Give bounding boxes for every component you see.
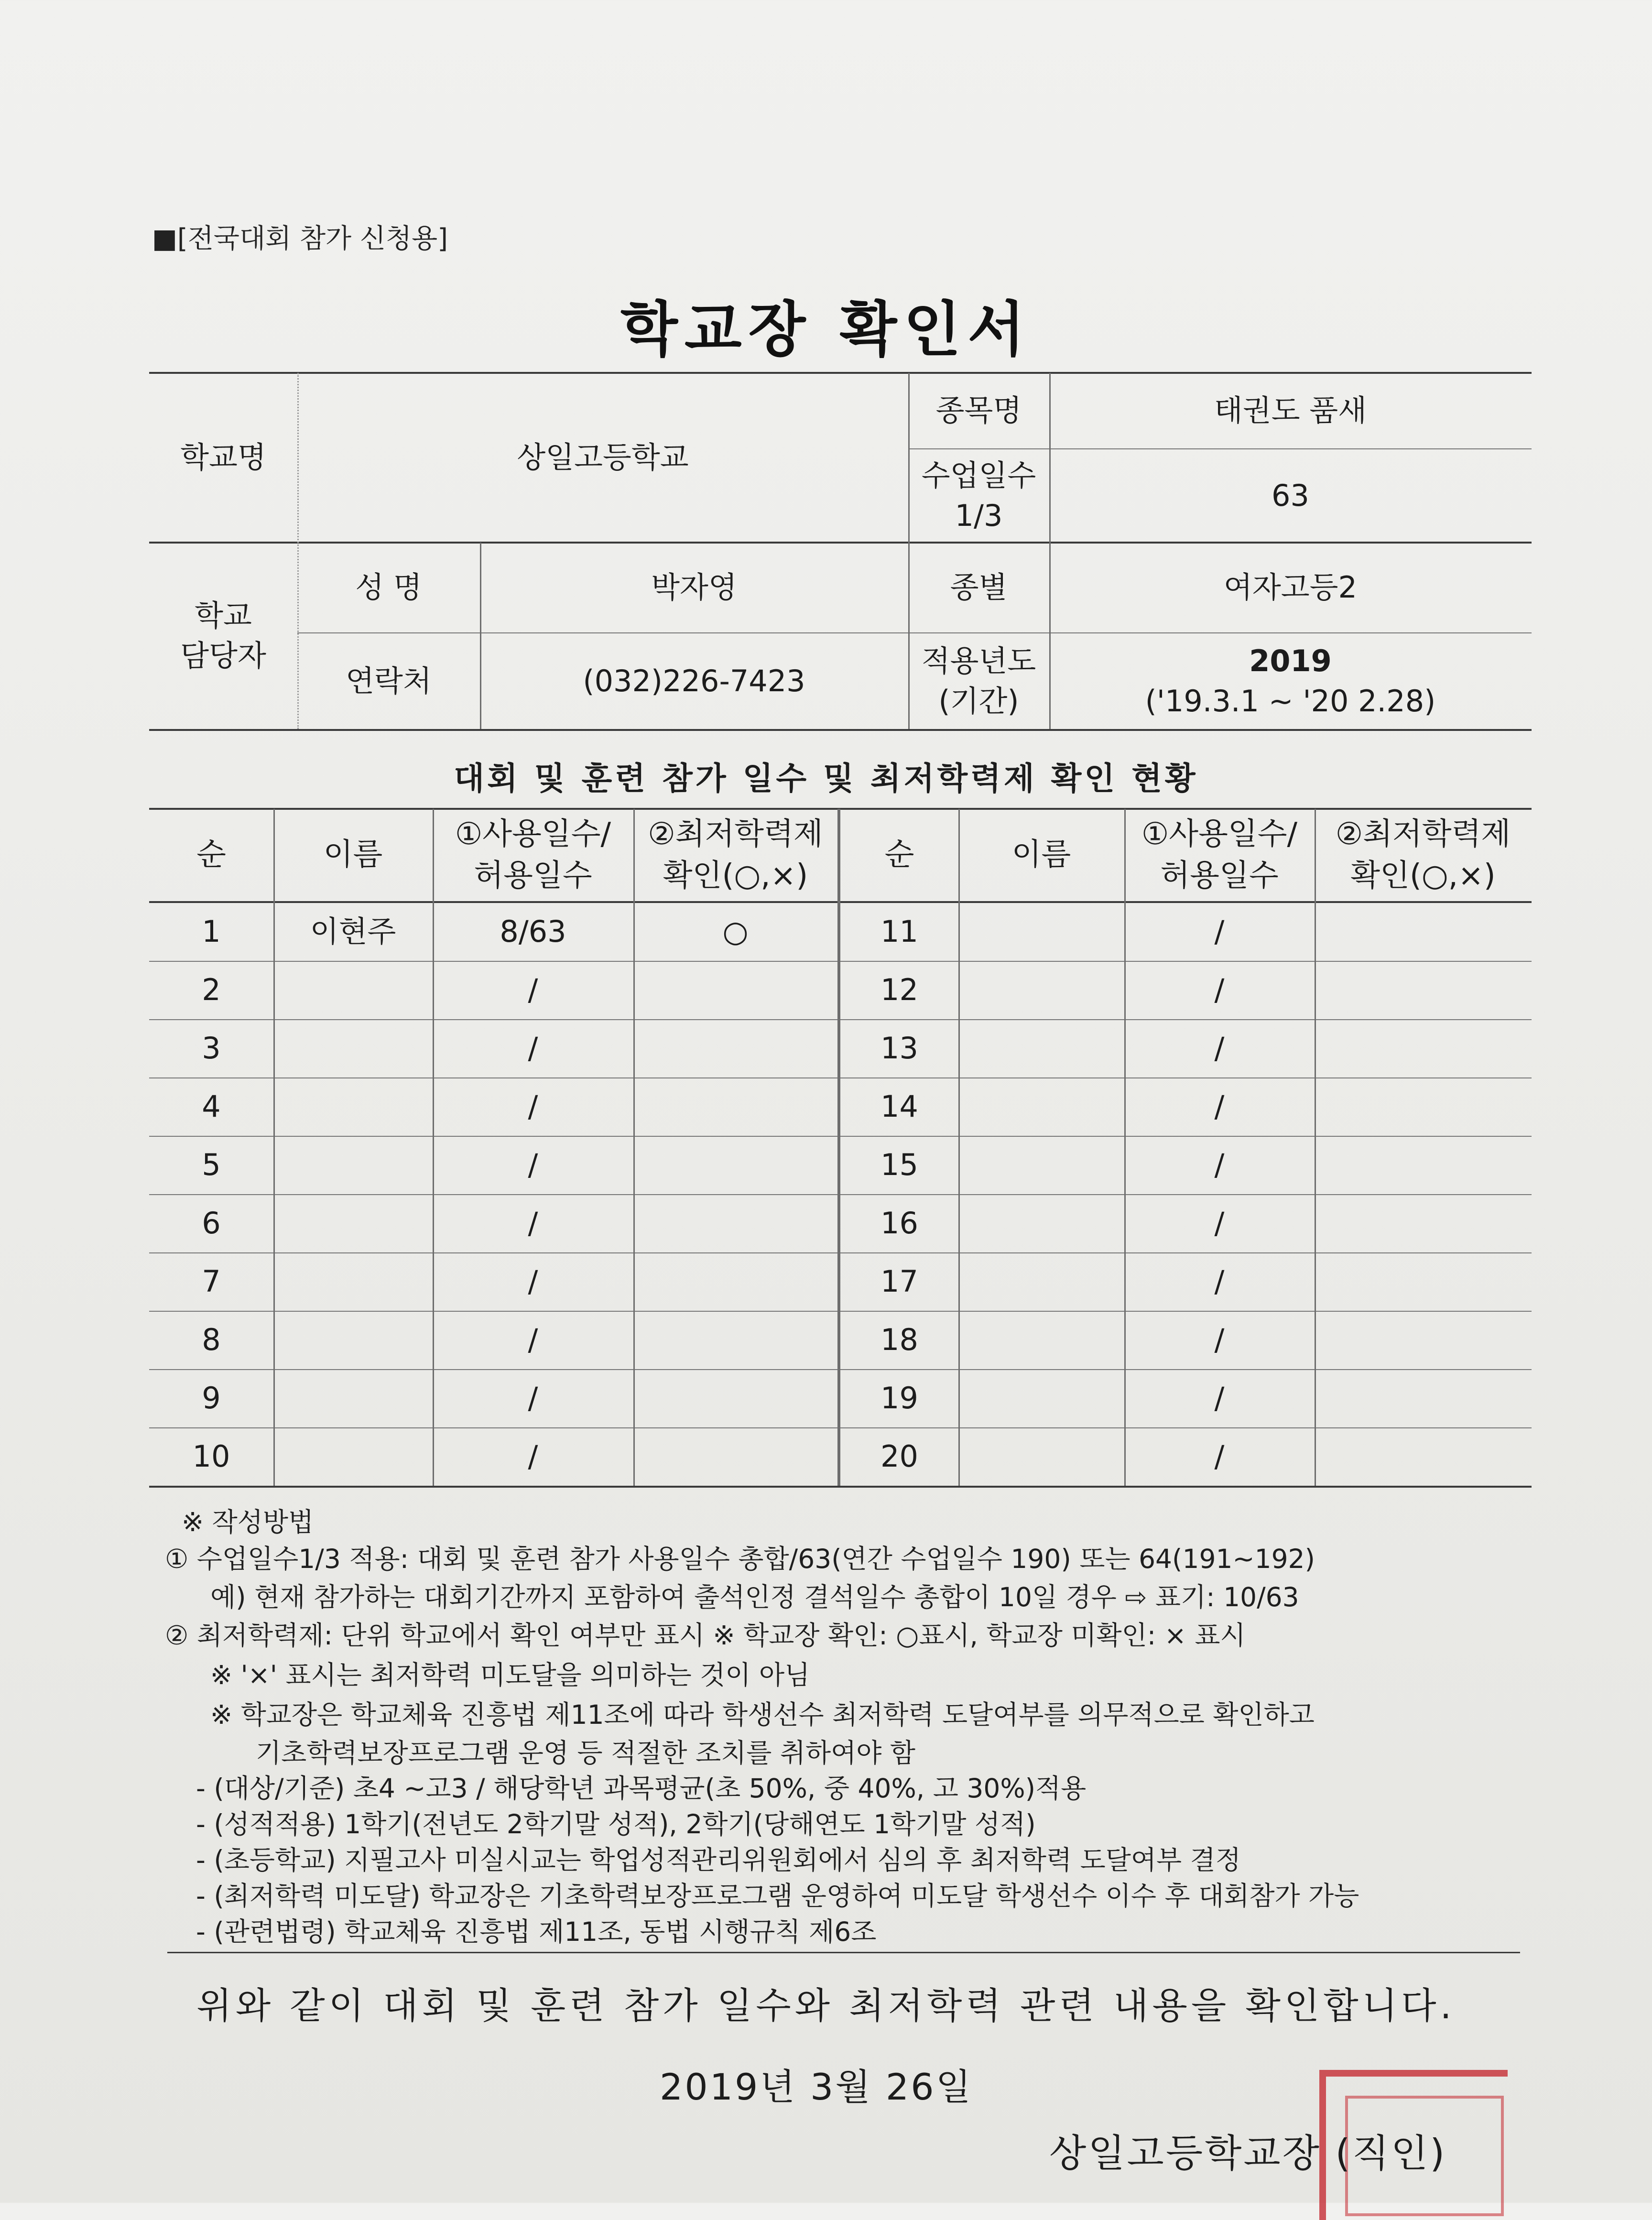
row-check: [633, 1194, 837, 1252]
note-line: ② 최저학력제: 단위 학교에서 확인 여부만 표시 ※ 학교장 확인: ○표시, 학교장 미확인: × 표시: [165, 1620, 1246, 1651]
row-no: 8: [202, 1322, 221, 1358]
section-title: 대회 및 훈련 참가 일수 및 최저학력제 확인 현황: [454, 760, 1198, 797]
row-no: 9: [202, 1381, 221, 1416]
row-days: /: [1214, 1031, 1225, 1066]
row-days: /: [1214, 1381, 1225, 1416]
row-days: /: [528, 1031, 538, 1066]
manager-label-line1: 학교: [195, 598, 252, 633]
header-name: 이름: [323, 837, 383, 873]
row-check: [633, 1311, 837, 1369]
row-name: [958, 1136, 1124, 1194]
row-check: [1315, 1252, 1532, 1311]
row-days: /: [1214, 1322, 1225, 1358]
row-no: 5: [202, 1147, 221, 1183]
row-name: [958, 1077, 1124, 1136]
row-no: 16: [880, 1206, 918, 1241]
row-check: [633, 961, 837, 1019]
year-label: [908, 633, 1049, 729]
row-check: [633, 1136, 837, 1194]
row-name: [958, 1194, 1124, 1252]
classdays-label-line2: 1/3: [955, 498, 1003, 533]
category-label: 종별: [950, 570, 1008, 605]
row-days: /: [1214, 914, 1225, 949]
header-days-line2: 허용일수: [1160, 858, 1279, 893]
row-days: /: [528, 972, 538, 1008]
classdays-label-line1: 수업일수: [921, 457, 1036, 493]
principal-signature: 상일고등학교장 (직인): [1049, 2131, 1447, 2176]
year-label-line2: (기간): [938, 684, 1019, 718]
row-no: 17: [880, 1264, 918, 1299]
row-no: 2: [202, 972, 221, 1008]
note-line: - (성적적용) 1학기(전년도 2학기말 성적), 2학기(당해연도 1학기말 성적): [196, 1809, 1036, 1839]
contact-value: (032)226-7423: [583, 664, 805, 699]
row-days: /: [1214, 1439, 1225, 1474]
row-check: [633, 1019, 837, 1077]
row-check: [1315, 1136, 1532, 1194]
row-no: 18: [880, 1322, 918, 1358]
header-check-line1: ②최저학력제: [1335, 816, 1511, 852]
event-value: 태권도 품새: [1214, 393, 1367, 428]
row-check: [1315, 1019, 1532, 1077]
row-days: /: [528, 1147, 538, 1183]
row-check: [633, 1369, 837, 1427]
row-no: 19: [880, 1381, 918, 1416]
school-name: 상일고등학교: [517, 439, 689, 475]
header-days-line1: ①사용일수/: [455, 816, 611, 852]
row-check: [1315, 1194, 1532, 1252]
row-days: /: [1214, 972, 1225, 1008]
header-days: [1124, 809, 1315, 901]
row-days: /: [1214, 1264, 1225, 1299]
category-value: 여자고등2: [1223, 570, 1357, 605]
row-days: /: [528, 1206, 538, 1241]
header-check: [633, 809, 837, 901]
row-name: [273, 1369, 433, 1427]
row-check: [633, 1077, 837, 1136]
row-name: [958, 1019, 1124, 1077]
row-check: [1315, 1077, 1532, 1136]
header-check-line2: 확인(○,×): [1350, 858, 1496, 893]
row-name: [958, 961, 1124, 1019]
row-no: 4: [202, 1089, 221, 1124]
info-bottom-border: [149, 729, 1532, 731]
row-no: 14: [880, 1089, 918, 1124]
event-label: 종목명: [935, 393, 1022, 428]
row-days: /: [1214, 1206, 1225, 1241]
contact-label: 연락처: [346, 664, 432, 699]
row-days: /: [528, 1439, 538, 1474]
row-days: /: [528, 1322, 538, 1358]
header-days: [433, 809, 633, 901]
row-no: 11: [880, 914, 918, 949]
form-tag: ■[전국대회 참가 신청용]: [152, 223, 448, 254]
row-name: [273, 1427, 433, 1486]
row-check: [633, 1427, 837, 1486]
row-check: [1315, 961, 1532, 1019]
row-name: 이현주: [310, 914, 396, 949]
row-no: 6: [202, 1206, 221, 1241]
row-days: /: [1214, 1089, 1225, 1124]
year-value: [1049, 633, 1532, 729]
header-check-line1: ②최저학력제: [648, 816, 823, 852]
row-check: [1315, 1427, 1532, 1486]
row-days: 8/63: [500, 914, 566, 949]
note-line: 예) 현재 참가하는 대회기간까지 포함하여 출석인정 결석일수 총합이 10일 경우 ⇨ 표기: 10/63: [210, 1582, 1299, 1612]
row-no: 3: [202, 1031, 221, 1066]
name-value: 박자영: [651, 570, 737, 605]
row-name: [273, 1136, 433, 1194]
row-days: /: [528, 1381, 538, 1416]
header-days-line2: 허용일수: [474, 858, 592, 893]
row-check: [1315, 903, 1532, 961]
school-label: 학교명: [180, 439, 266, 475]
row-check: [633, 1252, 837, 1311]
note-line: ※ 학교장은 학교체육 진흥법 제11조에 따라 학생선수 최저학력 도달여부를 의무적으로 확인하고: [210, 1699, 1315, 1730]
classdays-value: 63: [1272, 478, 1309, 513]
row-no: 12: [880, 972, 918, 1008]
row-no: 10: [192, 1439, 230, 1474]
note-line: - (최저학력 미도달) 학교장은 기초학력보장프로그램 운영하여 미도달 학생선수 이수 후 대회참가 가능: [196, 1881, 1359, 1911]
classdays-label: [908, 449, 1049, 542]
row-no: 13: [880, 1031, 918, 1066]
note-line: ※ '×' 표시는 최저학력 미도달을 의미하는 것이 아님: [210, 1660, 810, 1690]
note-line: ① 수업일수1/3 적용: 대회 및 훈련 참가 사용일수 총합/63(연간 수업일수 190) 또는 64(191~192): [165, 1544, 1315, 1574]
manager-label-line2: 담당자: [180, 638, 266, 673]
note-line: 기초학력보장프로그램 운영 등 적절한 조치를 취하여야 함: [256, 1738, 916, 1768]
row-name: [273, 1019, 433, 1077]
row-no: 1: [202, 914, 221, 949]
note-line: - (관련법령) 학교체육 진흥법 제11조, 동법 시행규칙 제6조: [196, 1916, 877, 1947]
row-no: 15: [880, 1147, 918, 1183]
header-check: [1315, 809, 1532, 901]
page-title: 학교장 확인서: [620, 295, 1032, 364]
row-name: [273, 1311, 433, 1369]
confirmation-text: 위와 같이 대회 및 훈련 참가 일수와 최저학력 관련 내용을 확인합니다.: [196, 1984, 1456, 2027]
row-name: [273, 1252, 433, 1311]
row-name: [958, 1369, 1124, 1427]
note-line: - (초등학교) 지필고사 미실시교는 학업성적관리위원회에서 심의 후 최저학력 도달여부 결정: [196, 1845, 1241, 1875]
row-check: [1315, 1369, 1532, 1427]
notes-bottom-border: [167, 1952, 1520, 1953]
confirmation-date: 2019년 3월 26일: [660, 2066, 973, 2108]
header-check-line2: 확인(○,×): [663, 858, 808, 893]
row-days: /: [1214, 1147, 1225, 1183]
note-heading: ※ 작성방법: [182, 1507, 314, 1537]
row-no: 20: [880, 1439, 918, 1474]
note-line: - (대상/기준) 초4 ~고3 / 해당학년 과목평균(초 50%, 중 40%, 고 30%)적용: [196, 1773, 1087, 1804]
row-name: [958, 1311, 1124, 1369]
row-name: [958, 1252, 1124, 1311]
row-name: [273, 961, 433, 1019]
header-no: 순: [196, 837, 226, 873]
row-name: [958, 903, 1124, 961]
year-period: ('19.3.1 ~ '20 2.28): [1145, 684, 1436, 718]
row-days: /: [528, 1264, 538, 1299]
header-days-line1: ①사용일수/: [1141, 816, 1298, 852]
row-days: /: [528, 1089, 538, 1124]
year-number: 2019: [1249, 643, 1332, 679]
year-label-line1: 적용년도: [921, 643, 1036, 679]
row-name: [958, 1427, 1124, 1486]
row-name: [273, 1194, 433, 1252]
row-name: [273, 1077, 433, 1136]
table-bottom-border: [149, 1486, 1532, 1488]
row-no: 7: [202, 1264, 221, 1299]
header-name: 이름: [1011, 837, 1071, 873]
manager-label: [149, 543, 297, 729]
row-check: ○: [722, 914, 749, 949]
row-check: [1315, 1311, 1532, 1369]
header-no: 순: [884, 837, 914, 873]
name-label: 성 명: [355, 570, 422, 605]
